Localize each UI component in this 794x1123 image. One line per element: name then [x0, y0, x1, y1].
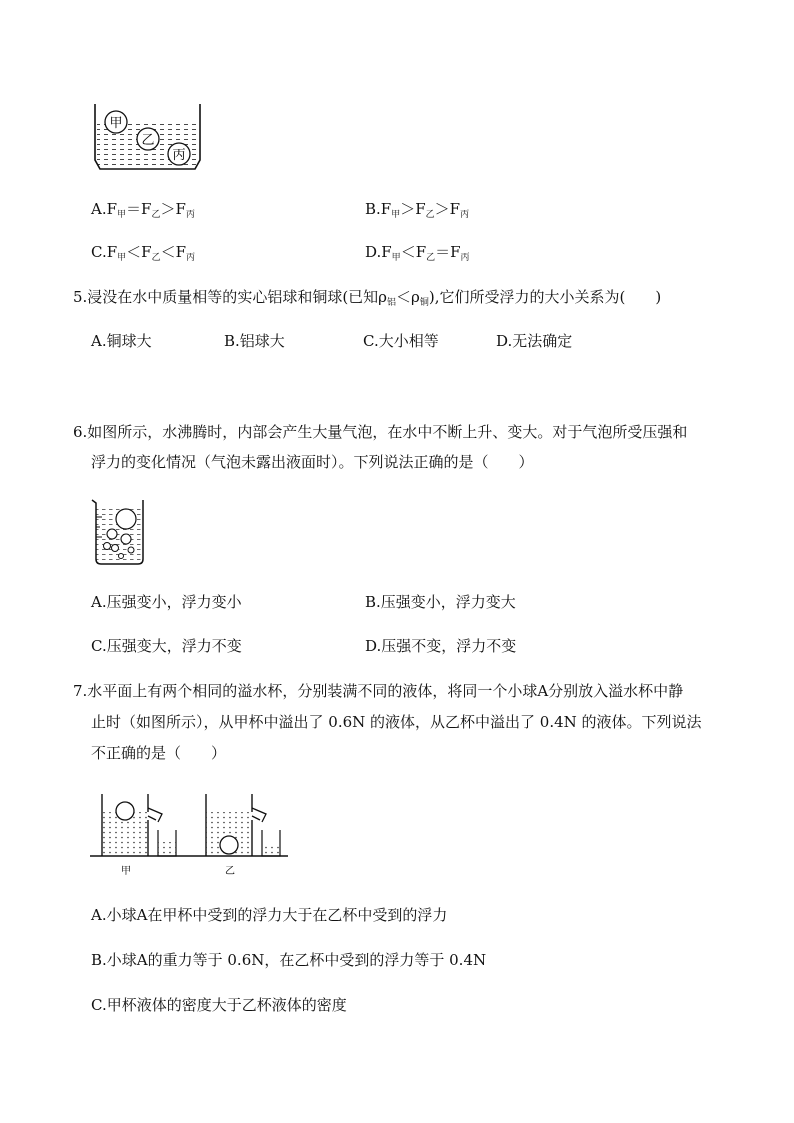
bubble [104, 543, 111, 550]
q5-option-a[interactable]: A.铜球大 [91, 332, 152, 350]
q7-option-a[interactable]: A.小球A在甲杯中受到的浮力大于在乙杯中受到的浮力 [91, 906, 448, 924]
q7-option-b[interactable]: B.小球A的重力等于 0.6N，在乙杯中受到的浮力等于 0.4N [91, 951, 487, 969]
ball-a-jia [116, 802, 134, 820]
q6-option-b[interactable]: B.压强变小，浮力变大 [365, 593, 516, 611]
spout-yi [252, 808, 266, 822]
q4-option-c[interactable]: $C.F_甲<F_乙<F_丙$ [91, 243, 196, 263]
q6-stem-line-1: 6.如图所示，水沸腾时，内部会产生大量气泡，在水中不断上升、变大。对于气泡所受压强和 [73, 423, 688, 441]
bubble [116, 509, 136, 529]
bubble [119, 554, 124, 559]
q5-stem: 5.浸没在水中质量相等的实心铝球和铜球(已知$\rho_铝<\rho_铜$),它们所受浮力的大小关系为( ) [73, 288, 662, 308]
ball-yi-label: 乙 [141, 133, 155, 148]
beaker-three-balls-figure [88, 102, 208, 174]
q6-option-d[interactable]: D.压强不变，浮力不变 [365, 637, 517, 655]
ball-jia-label: 甲 [109, 116, 123, 131]
bubble [112, 545, 119, 552]
q6-option-a[interactable]: A.压强变小，浮力变小 [91, 593, 242, 611]
q7-option-c[interactable]: C.甲杯液体的密度大于乙杯液体的密度 [91, 996, 347, 1014]
boiling-beaker-figure [88, 497, 148, 567]
q4-option-b[interactable]: $B.F_甲>F_乙>F_丙$ [365, 200, 470, 220]
spout-jia [148, 808, 162, 822]
q5-option-d[interactable]: D.无法确定 [496, 332, 573, 350]
small-liquid-yi [262, 846, 280, 855]
cup-label-jia: 甲 [121, 866, 131, 877]
ball-a-yi [220, 836, 238, 854]
overflow-cups-figure [90, 790, 290, 880]
bubble [121, 534, 131, 544]
ball-bing-label: 丙 [172, 148, 186, 163]
q5-option-b[interactable]: B.铝球大 [224, 332, 285, 350]
q5-option-c[interactable]: C.大小相等 [363, 332, 439, 350]
q7-stem-line-2: 止时（如图所示），从甲杯中溢出了 0.6N 的液体，从乙杯中溢出了 0.4N 的液体。下列说法 [91, 713, 702, 731]
small-liquid-jia [158, 842, 176, 855]
bubble [107, 529, 117, 539]
bubble [128, 547, 134, 553]
q6-stem-line-2: 浮力的变化情况（气泡未露出液面时）。下列说法正确的是（ ） [91, 453, 534, 471]
q4-option-d[interactable]: $D.F_甲<F_乙=F_丙$ [365, 243, 470, 263]
q4-option-a[interactable]: $A.F_甲=F_乙>F_丙$ [91, 200, 195, 220]
q6-option-c[interactable]: C.压强变大，浮力不变 [91, 637, 242, 655]
q7-stem-line-3: 不正确的是（ ） [91, 744, 227, 762]
cup-label-yi: 乙 [225, 866, 235, 877]
q7-stem-line-1: 7.水平面上有两个相同的溢水杯，分别装满不同的液体，将同一个小球A分别放入溢水杯中静 [73, 682, 684, 700]
